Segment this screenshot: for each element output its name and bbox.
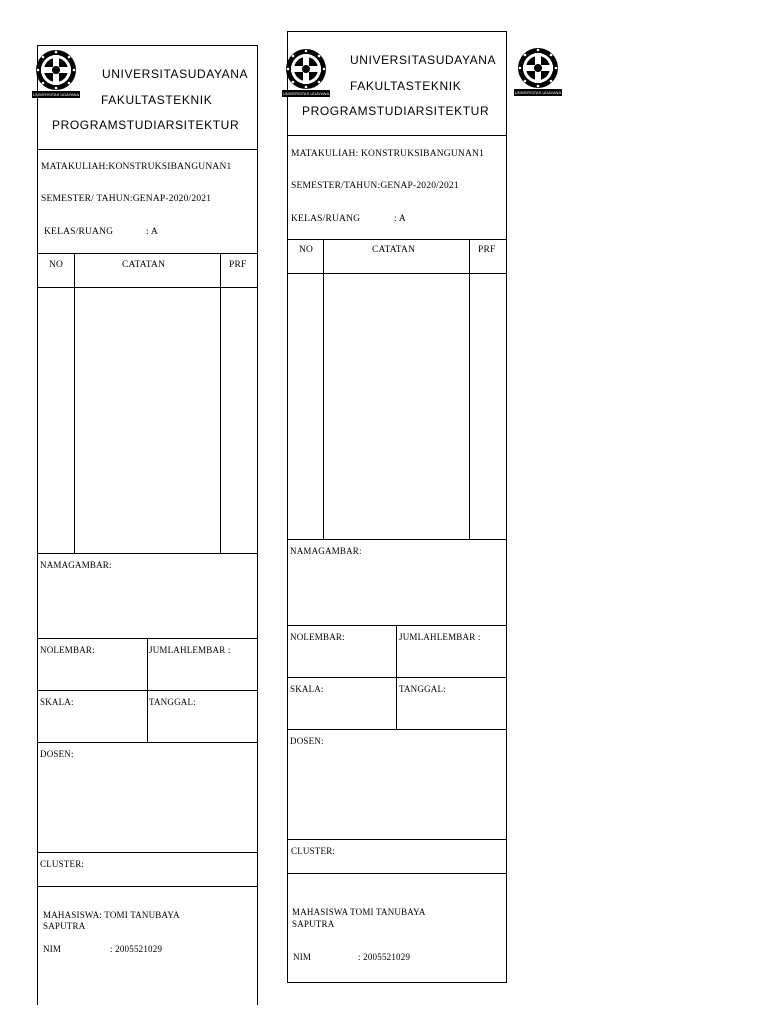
lecturer-label: DOSEN: [40, 749, 74, 759]
course-info: MATAKULIAH:KONSTRUKSIBANGUNAN1 [41, 162, 232, 172]
lecturer-label: DOSEN: [290, 736, 324, 746]
semester-info: SEMESTER/ TAHUN:GENAP-2020/2021 [41, 194, 212, 204]
student-label: MAHASISWA: TOMI TANUBAYA [43, 910, 180, 920]
university-name: UNIVERSITASUDAYANA [102, 67, 249, 81]
col-no-header: NO [49, 260, 64, 270]
title-sheet-right [282, 31, 507, 983]
col-prf-header: PRF [478, 245, 496, 255]
class-label: KELAS/RUANG [44, 227, 114, 237]
date-label: TANGGAL: [149, 697, 196, 707]
sheet-no-label: NOLEMBAR: [40, 645, 95, 655]
class-label: KELAS/RUANG [291, 214, 361, 224]
university-logo-icon-standalone [514, 47, 562, 99]
col-prf-header: PRF [229, 260, 247, 270]
student-label: MAHASISWA TOMI TANUBAYA [292, 907, 426, 917]
class-value: : A [394, 214, 406, 224]
program-name: PROGRAMSTUDIARSITEKTUR [52, 118, 240, 132]
nim-value: : 2005521029 [110, 944, 163, 954]
logo-caption: UNIVERSITAS UDAYANA [32, 92, 80, 97]
sheet-total-label: JUMLAHLEMBAR : [149, 645, 231, 655]
drawing-name-label: NAMAGAMBAR: [40, 560, 112, 570]
program-name: PROGRAMSTUDIARSITEKTUR [302, 104, 490, 118]
cluster-label: CLUSTER: [291, 846, 336, 856]
sheet-no-label: NOLEMBAR: [290, 632, 345, 642]
student-name-cont: SAPUTRA [43, 921, 86, 931]
faculty-name: FAKULTASTEKNIK [350, 79, 462, 93]
drawing-name-label: NAMAGAMBAR: [290, 546, 362, 556]
col-notes-header: CATATAN [122, 260, 166, 270]
sheet-total-label: JUMLAHLEMBAR : [399, 632, 481, 642]
date-label: TANGGAL: [399, 684, 446, 694]
col-no-header: NO [299, 245, 314, 255]
university-name: UNIVERSITASUDAYANA [350, 53, 497, 67]
university-logo-icon [282, 48, 330, 100]
cluster-label: CLUSTER: [40, 859, 85, 869]
student-name-cont: SAPUTRA [292, 919, 335, 929]
faculty-name: FAKULTASTEKNIK [101, 93, 213, 107]
col-notes-header: CATATAN [372, 245, 416, 255]
class-value: : A [146, 227, 158, 237]
nim-value: : 2005521029 [358, 952, 411, 962]
university-logo-icon [32, 49, 80, 101]
title-sheet-left [32, 45, 258, 1005]
logo-caption: UNIVERSITAS UDAYANA [282, 91, 330, 96]
logo-caption: UNIVERSITAS UDAYANA [514, 90, 562, 95]
scale-label: SKALA: [40, 697, 74, 707]
semester-info: SEMESTER/TAHUN:GENAP-2020/2021 [291, 181, 459, 191]
course-info: MATAKULIAH: KONSTRUKSIBANGUNAN1 [291, 149, 485, 159]
nim-label: NIM [293, 952, 312, 962]
nim-label: NIM [43, 944, 62, 954]
scale-label: SKALA: [290, 684, 324, 694]
